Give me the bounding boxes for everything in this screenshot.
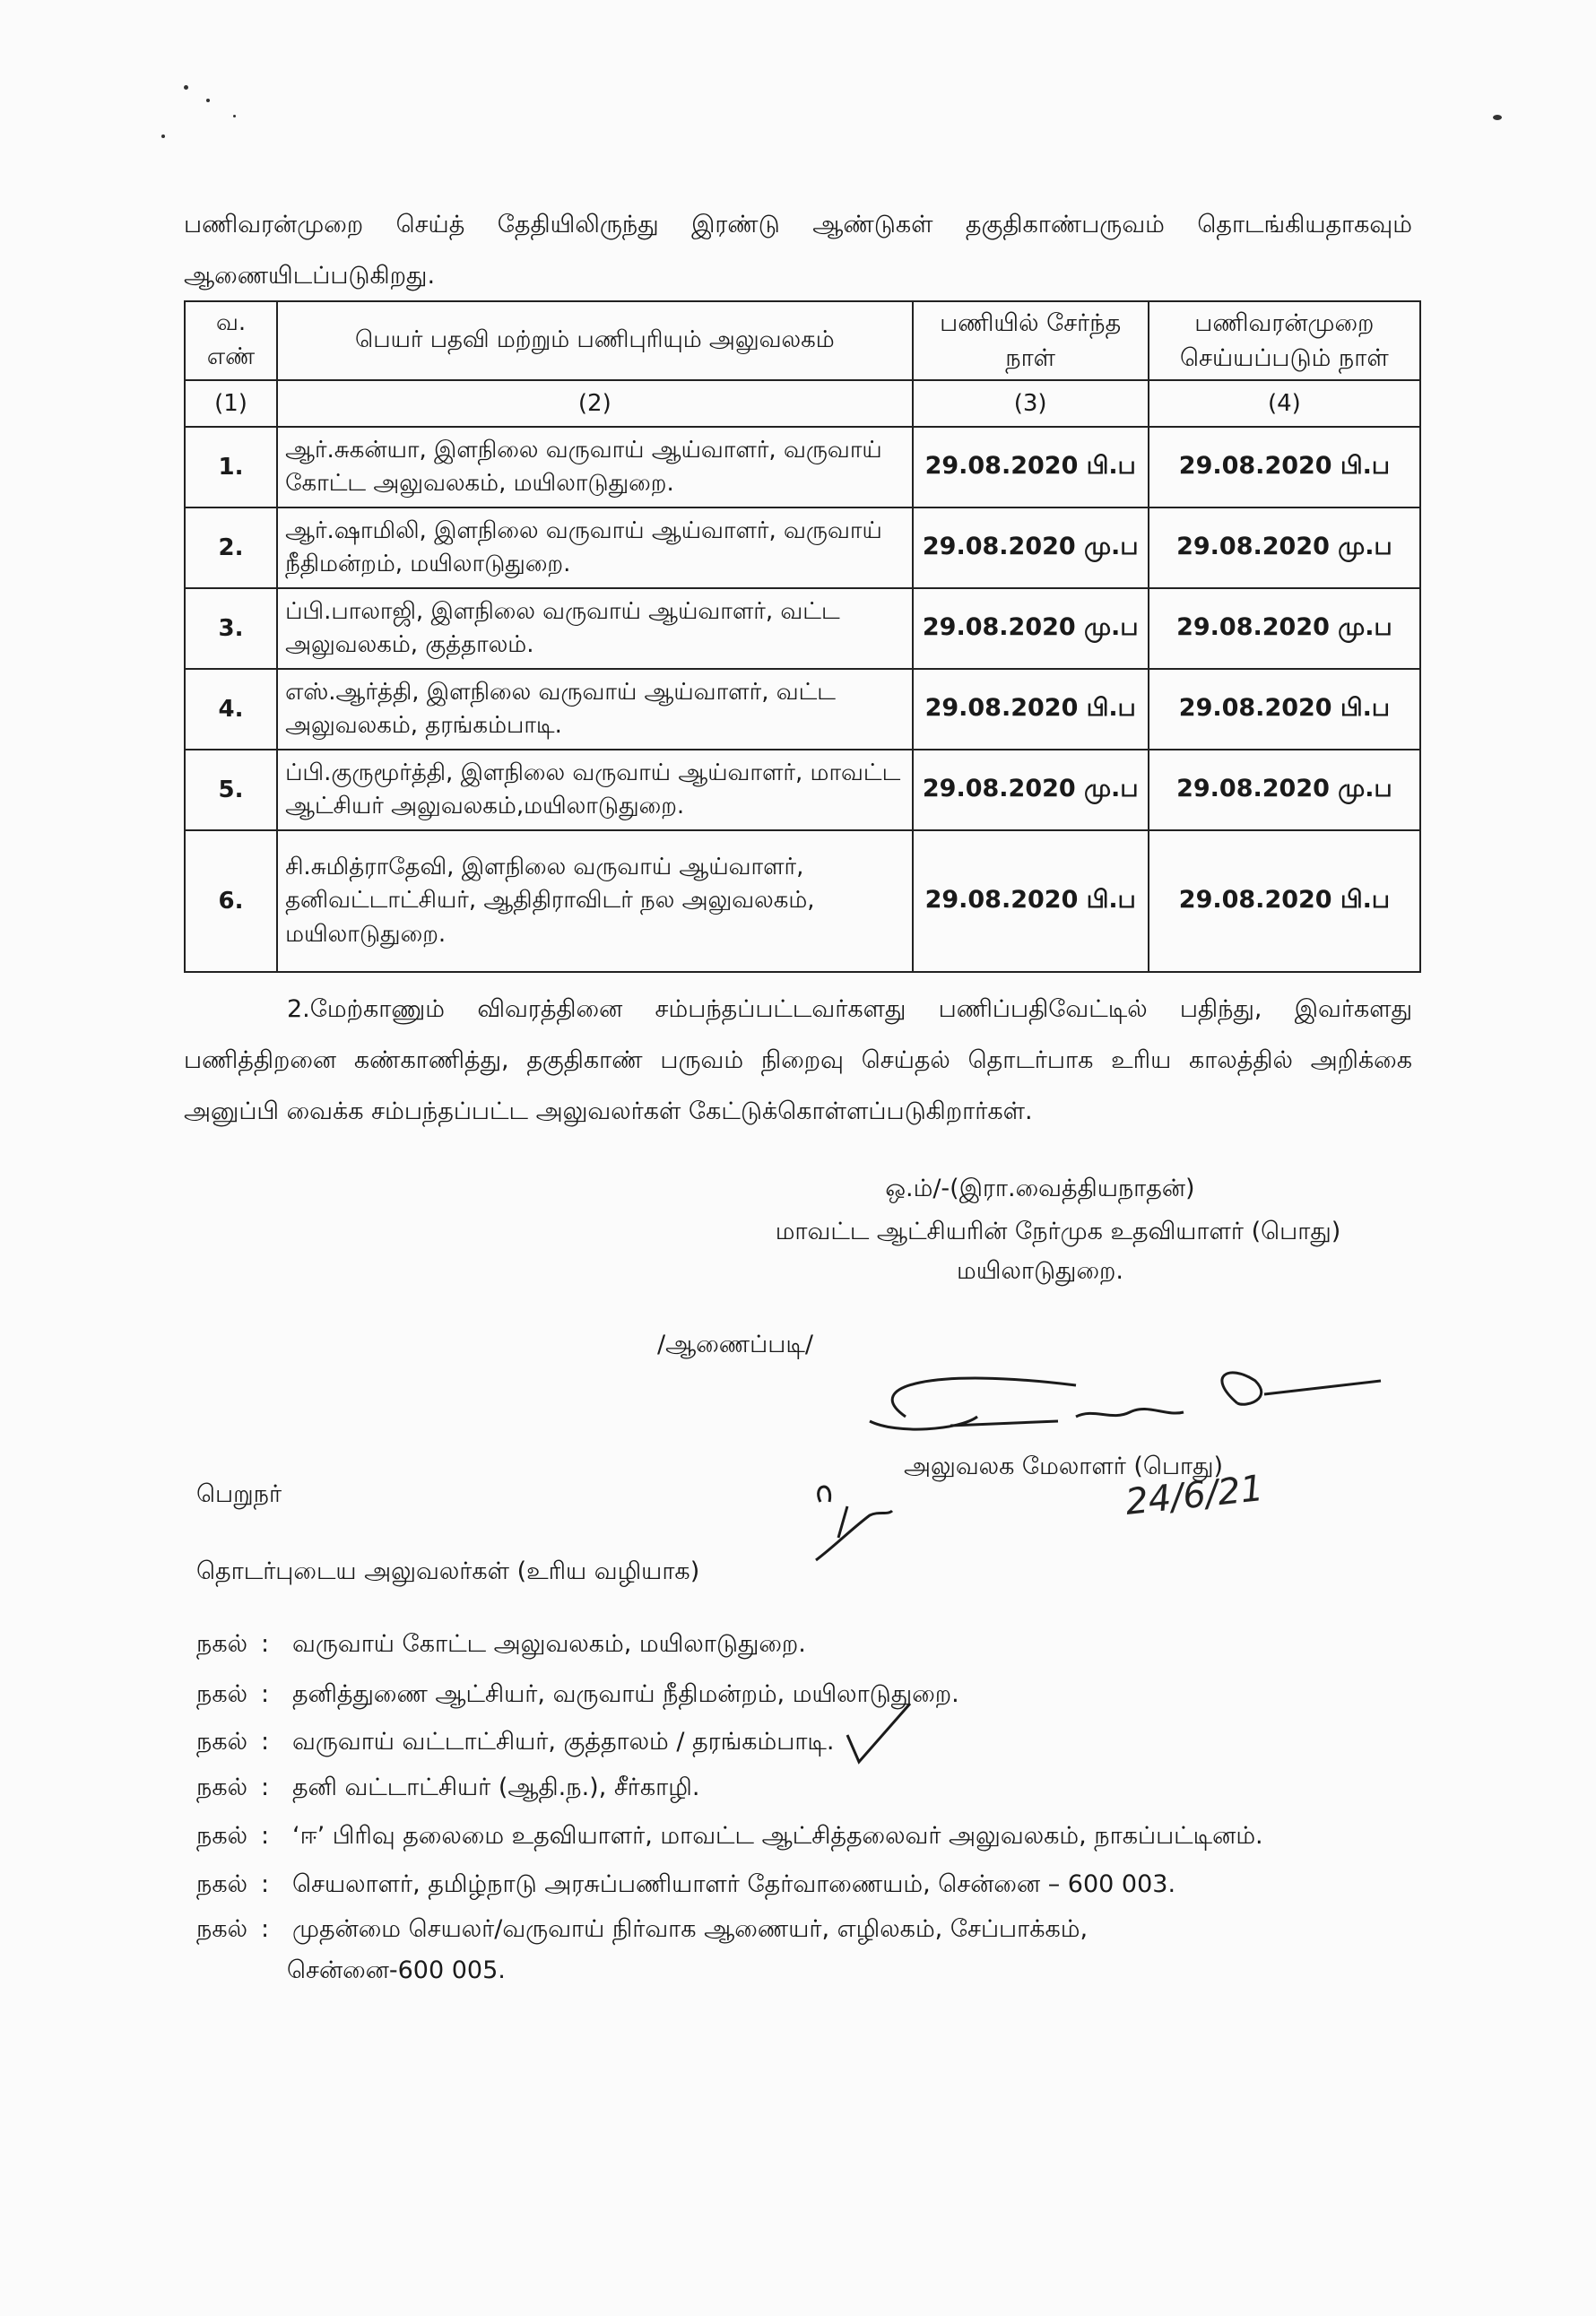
recipient: தொடர்புடைய அலுவலர்கள் (உரிய வழியாக) bbox=[196, 1557, 700, 1585]
copy-label: நகல் bbox=[196, 1870, 248, 1898]
signatory-name: ஒ.ம்/-(இரா.வைத்தியநாதன்) bbox=[885, 1175, 1195, 1202]
table-row bbox=[185, 830, 1420, 972]
handwritten-signature bbox=[852, 1367, 1390, 1457]
header-serial: வ. எண் bbox=[185, 301, 277, 380]
copy-label: நகல் bbox=[196, 1822, 248, 1850]
copy-line: நகல் : முதன்மை செயலர்/வருவாய் நிர்வாக ஆணையர், எழிலகம், சேப்பாக்கம், bbox=[196, 1915, 1088, 1947]
header-details: பெயர் பதவி மற்றும் பணிபுரியும் அலுவலகம் bbox=[277, 301, 913, 380]
recipient-label: பெறுநர் bbox=[196, 1480, 282, 1508]
copy-label: நகல் bbox=[196, 1728, 248, 1756]
serial-no: 5. bbox=[185, 750, 277, 830]
copy-line: நகல் : செயலாளர், தமிழ்நாடு அரசுப்பணியாளர் தேர்வாணையம், சென்னை – 600 003. bbox=[196, 1870, 1175, 1902]
copy-line: நகல் : வருவாய் வட்டாட்சியர், குத்தாலம் / தரங்கம்பாடி. bbox=[196, 1728, 835, 1759]
copy-label: நகல் bbox=[196, 1774, 248, 1801]
scan-speck bbox=[233, 115, 236, 117]
serial-no: 2. bbox=[185, 507, 277, 588]
table-header-row bbox=[185, 301, 1420, 380]
column-number: (3) bbox=[913, 380, 1149, 427]
copy-line: நகல் : வருவாய் கோட்ட அலுவலகம், மயிலாடுதுறை. bbox=[196, 1630, 806, 1661]
signatory-place: மயிலாடுதுறை. bbox=[957, 1257, 1123, 1285]
copy-label: நகல் bbox=[196, 1630, 248, 1658]
handwritten-date: 24/6/21 bbox=[1123, 1468, 1266, 1523]
scan-speck bbox=[161, 134, 165, 138]
copy-label: நகல் bbox=[196, 1915, 248, 1943]
joined-date: 29.08.2020 பி.ப bbox=[913, 830, 1149, 972]
column-number: (1) bbox=[185, 380, 277, 427]
copy-line: நகல் : தனி வட்டாட்சியர் (ஆதி.ந.), சீர்காழி. bbox=[196, 1774, 699, 1805]
regularised-date: 29.08.2020 மு.ப bbox=[1149, 750, 1420, 830]
handwritten-initials bbox=[807, 1475, 897, 1565]
joined-date: 29.08.2020 மு.ப bbox=[913, 588, 1149, 669]
serial-no: 1. bbox=[185, 427, 277, 507]
checkmark-icon bbox=[843, 1699, 915, 1766]
employee-details: ஆர்.சுகன்யா, இளநிலை வருவாய் ஆய்வாளர், வருவாய் கோட்ட அலுவலகம், மயிலாடுதுறை. bbox=[277, 427, 913, 507]
serial-no: 3. bbox=[185, 588, 277, 669]
regularised-date: 29.08.2020 பி.ப bbox=[1149, 427, 1420, 507]
column-number: (4) bbox=[1149, 380, 1420, 427]
employee-details: ப்பி.பாலாஜி, இளநிலை வருவாய் ஆய்வாளர், வட்ட அலுவலகம், குத்தாலம். bbox=[277, 588, 913, 669]
joined-date: 29.08.2020 பி.ப bbox=[913, 669, 1149, 750]
copy-recipient: முதன்மை செயலர்/வருவாய் நிர்வாக ஆணையர், எழிலகம், சேப்பாக்கம், bbox=[292, 1915, 1089, 1943]
header-joined: பணியில் சேர்ந்த நாள் bbox=[913, 301, 1149, 380]
copy-recipient: செயலாளர், தமிழ்நாடு அரசுப்பணியாளர் தேர்வாணையம், சென்னை – 600 003. bbox=[292, 1870, 1176, 1898]
regularised-date: 29.08.2020 பி.ப bbox=[1149, 830, 1420, 972]
joined-date: 29.08.2020 பி.ப bbox=[913, 427, 1149, 507]
joined-date: 29.08.2020 மு.ப bbox=[913, 507, 1149, 588]
copy-recipient: ‘ஈ’ பிரிவு தலைமை உதவியாளர், மாவட்ட ஆட்சித்தலைவர் அலுவலகம், நாகப்பட்டினம். bbox=[292, 1822, 1263, 1850]
table-row bbox=[185, 750, 1420, 830]
regularised-date: 29.08.2020 மு.ப bbox=[1149, 507, 1420, 588]
header-regularised: பணிவரன்முறை செய்யப்படும் நாள் bbox=[1149, 301, 1420, 380]
copy-recipient: தனித்துணை ஆட்சியர், வருவாய் நீதிமன்றம், மயிலாடுதுறை. bbox=[292, 1680, 959, 1708]
table-row bbox=[185, 588, 1420, 669]
employee-details: சி.சுமித்ராதேவி, இளநிலை வருவாய் ஆய்வாளர், தனிவட்டாட்சியர், ஆதிதிராவிடர் நல அலுவலகம், மயிலாடுதுறை. bbox=[277, 830, 913, 972]
regularised-date: 29.08.2020 பி.ப bbox=[1149, 669, 1420, 750]
column-number: (2) bbox=[277, 380, 913, 427]
copy-recipient: தனி வட்டாட்சியர் (ஆதி.ந.), சீர்காழி. bbox=[292, 1774, 700, 1801]
employee-details: ஆர்.ஷாமிலி, இளநிலை வருவாய் ஆய்வாளர், வருவாய் நீதிமன்றம், மயிலாடுதுறை. bbox=[277, 507, 913, 588]
scan-speck bbox=[206, 99, 210, 102]
intro-paragraph: பணிவரன்முறை செய்த் தேதியிலிருந்து இரண்டு ஆண்டுகள் தகுதிகாண்பருவம் தொடங்கியதாகவும் ஆணையிடப்படுகிறது. bbox=[184, 211, 1412, 290]
copy-continuation: சென்னை-600 005. bbox=[287, 1956, 506, 1984]
scan-speck bbox=[184, 85, 188, 90]
office-manager-title: அலுவலக மேலாளர் (பொது) bbox=[904, 1453, 1224, 1480]
serial-no: 6. bbox=[185, 830, 277, 972]
paragraph-2: 2.மேற்காணும் விவரத்தினை சம்பந்தப்பட்டவர்களது பணிப்பதிவேட்டில் பதிந்து, இவர்களது பணித்திறனை கண்காணித்து, தகுதிகாண் பருவம் நிறைவு செய்தல் தொடர்பாக உரிய காலத்தில் அறிக்கை அனுப்பி வைக்க சம்பந்தப்பட்ட அலுவலர்கள் கேட்டுக்கொள்ளப்படுகிறார்கள். bbox=[184, 995, 1412, 1125]
copy-line: நகல் : தனித்துணை ஆட்சியர், வருவாய் நீதிமன்றம், மயிலாடுதுறை. bbox=[196, 1680, 959, 1712]
joined-date: 29.08.2020 மு.ப bbox=[913, 750, 1149, 830]
employee-details: ப்பி.குருமூர்த்தி, இளநிலை வருவாய் ஆய்வாளர், மாவட்ட ஆட்சியர் அலுவலகம்,மயிலாடுதுறை. bbox=[277, 750, 913, 830]
table-row bbox=[185, 507, 1420, 588]
serial-no: 4. bbox=[185, 669, 277, 750]
signatory-designation: மாவட்ட ஆட்சியரின் நேர்முக உதவியாளர் (பொது) bbox=[775, 1218, 1341, 1245]
scan-speck bbox=[1493, 115, 1502, 120]
staff-table bbox=[184, 300, 1421, 973]
copy-line: நகல் : ‘ஈ’ பிரிவு தலைமை உதவியாளர், மாவட்ட ஆட்சித்தலைவர் அலுவலகம், நாகப்பட்டினம். bbox=[196, 1822, 1263, 1853]
column-number-row bbox=[185, 380, 1420, 427]
employee-details: எஸ்.ஆர்த்தி, இளநிலை வருவாய் ஆய்வாளர், வட்ட அலுவலகம், தரங்கம்பாடி. bbox=[277, 669, 913, 750]
table-row bbox=[185, 427, 1420, 507]
copy-recipient: வருவாய் கோட்ட அலுவலகம், மயிலாடுதுறை. bbox=[292, 1630, 806, 1658]
copy-recipient: வருவாய் வட்டாட்சியர், குத்தாலம் / தரங்கம்பாடி. bbox=[292, 1728, 835, 1756]
copy-label: நகல் bbox=[196, 1680, 248, 1708]
by-order: /ஆணைப்படி/ bbox=[657, 1331, 813, 1358]
regularised-date: 29.08.2020 மு.ப bbox=[1149, 588, 1420, 669]
table-row bbox=[185, 669, 1420, 750]
